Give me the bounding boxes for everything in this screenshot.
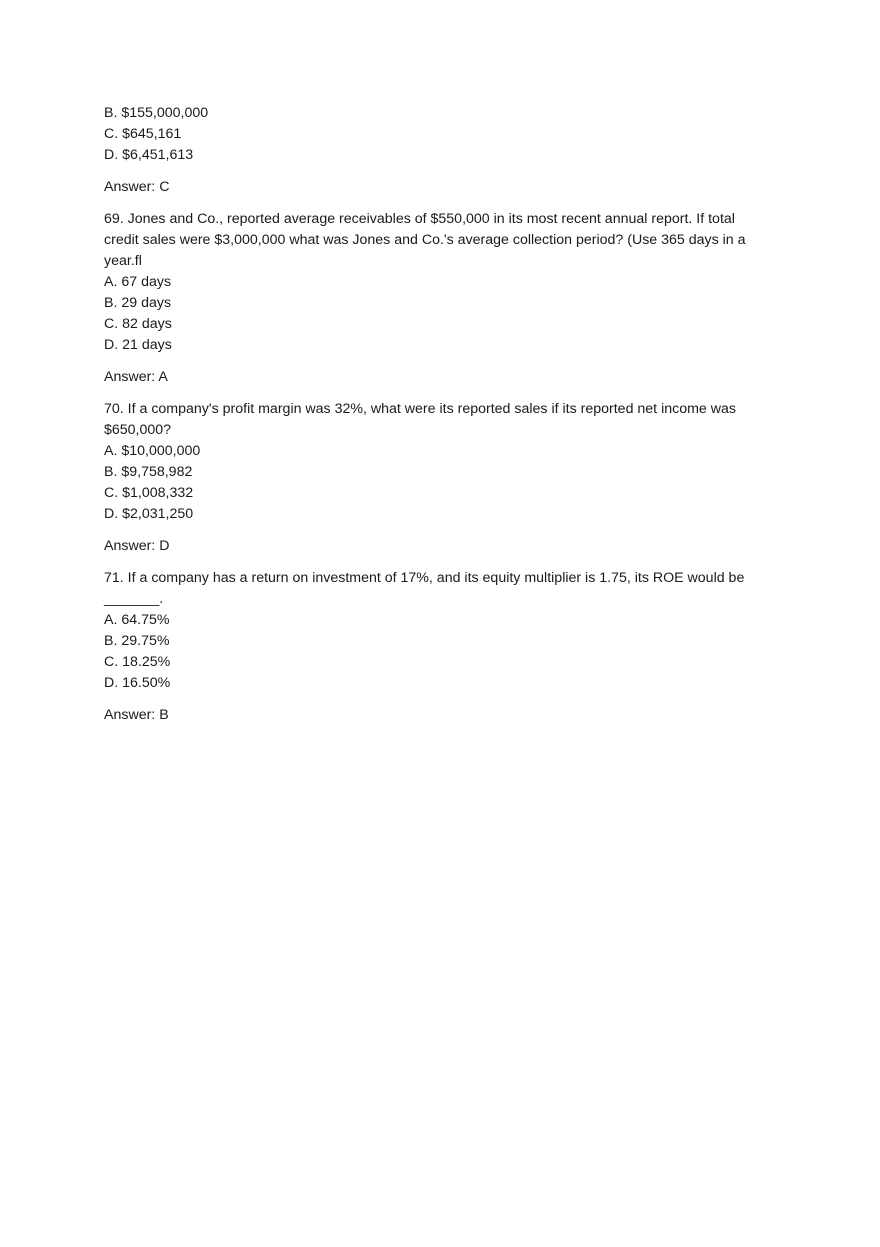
option-b: B. 29 days [104,295,172,311]
option-c: C. 82 days [104,316,172,332]
answer-line: Answer: D [104,538,170,554]
question-69 [104,209,764,399]
question-stem-line: year.fl [104,253,142,269]
question-stem-line: credit sales were $3,000,000 what was Jones and Co.'s average collection period? (Use 365 days in a [104,232,746,248]
option-c: C. $645,161 [104,126,182,142]
page-content [104,103,764,726]
option-d: D. 21 days [104,337,172,353]
option-d: D. $6,451,613 [104,147,194,163]
carryover-question [104,103,764,209]
option-a: A. 64.75% [104,612,170,628]
option-d: D. 16.50% [104,675,171,691]
option-d: D. $2,031,250 [104,506,194,522]
option-b: B. $155,000,000 [104,105,209,121]
question-71 [104,568,764,726]
question-70 [104,399,764,568]
answer-line: Answer: C [104,179,170,195]
answer-line: Answer: A [104,369,168,385]
option-a: A. $10,000,000 [104,443,201,459]
option-a: A. 67 days [104,274,172,290]
option-c: C. $1,008,332 [104,485,194,501]
question-stem-line: $650,000? [104,422,172,438]
question-stem-line: 70. If a company's profit margin was 32%, what were its reported sales if its reported net income was [104,401,736,417]
question-stem-line: _______. [104,591,164,607]
option-b: B. $9,758,982 [104,464,193,480]
question-stem-line: 69. Jones and Co., reported average receivables of $550,000 in its most recent annual report. If total [104,211,735,227]
question-stem-line: 71. If a company has a return on investment of 17%, and its equity multiplier is 1.75, its ROE would be [104,570,745,586]
option-b: B. 29.75% [104,633,170,649]
answer-line: Answer: B [104,707,169,723]
option-c: C. 18.25% [104,654,171,670]
